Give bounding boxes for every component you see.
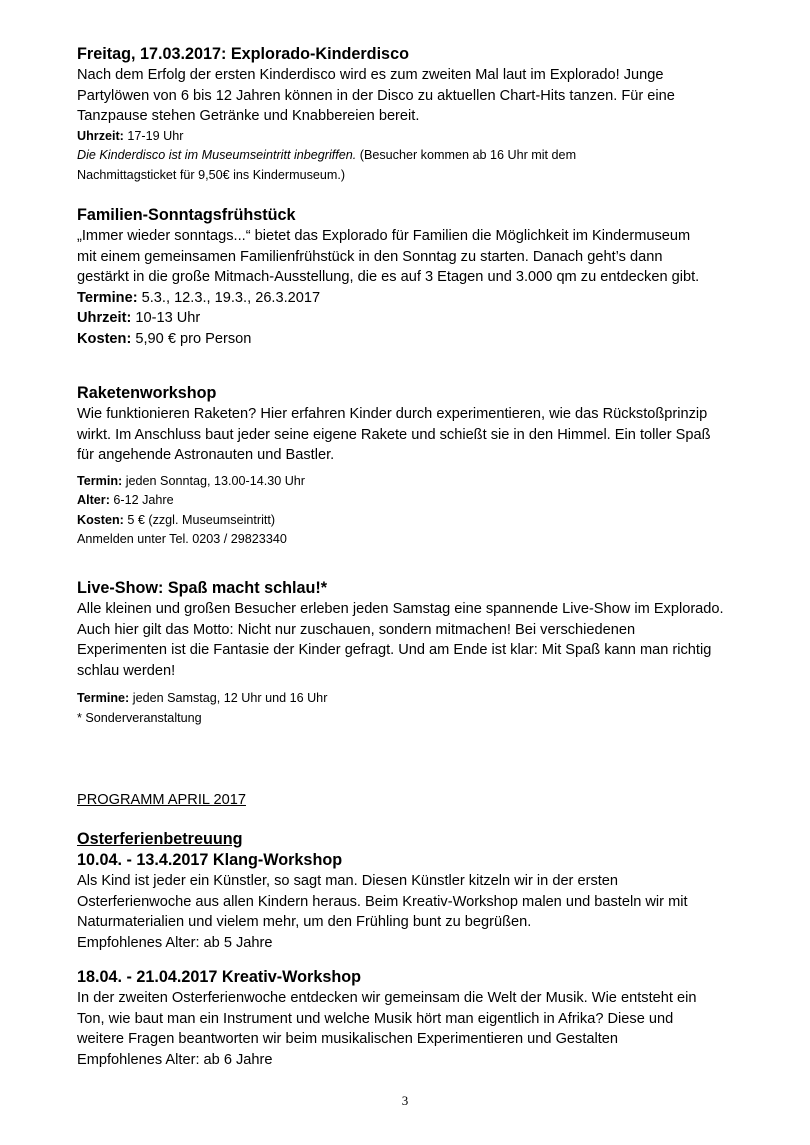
event-note (77, 146, 777, 165)
event-signup: Anmelden unter Tel. 0203 / 29823340 (77, 532, 287, 546)
cost-label: Kosten: (77, 512, 124, 527)
event-description-line: Alle kleinen und großen Besucher erleben jeden Samstag eine spannende Live-Show im Explorado. (77, 601, 724, 617)
event-description-line: Tanzpause stehen Getränke und Knabbereien bereit. (77, 108, 420, 125)
event-title: 18.04. - 21.04.2017 Kreativ-Workshop (77, 968, 362, 986)
event-title: Live-Show: Spaß macht schlau!* (77, 579, 328, 597)
event-cost (77, 329, 777, 350)
event-title: Familien-Sonntagsfrühstück (77, 206, 296, 224)
time-label: Uhrzeit: (77, 310, 132, 327)
event-description-line: weitere Fragen beantworten wir beim musikalischen Experimentieren und Gestalten (77, 1031, 619, 1048)
event-age: Empfohlenes Alter: ab 5 Jahre (77, 934, 273, 951)
event-description-line: mit einem gemeinsamen Familienfrühstück in den Sonntag zu starten. Danach geht’s dann (77, 248, 663, 265)
event-live-show (77, 578, 777, 728)
event-description-line: Ton, wie baut man ein Instrument und welche Musik hört man eigentlich in Afrika? Diese und (77, 1010, 674, 1027)
time-value: 17-19 Uhr (123, 128, 184, 143)
event-time (77, 127, 777, 146)
event-description-line: wirkt. Im Anschluss baut jeder seine eigene Rakete und schießt sie in den Himmel. Ein toller Spaß (77, 426, 711, 443)
event-description-line: gestärkt in die große Mitmach-Ausstellung, die es auf 3 Etagen und 3.000 qm zu entdecken gibt. (77, 269, 700, 286)
event-description-line: Osterferienwoche aus allen Kindern heraus. Beim Kreativ-Workshop malen und basteln wir mit (77, 893, 688, 910)
event-description-line: Naturmaterialien und vielem mehr, um den Frühling bunt zu begrüßen. (77, 914, 532, 931)
section-april-program (77, 790, 777, 811)
event-description-line: Wie funktionieren Raketen? Hier erfahren Kinder durch experimentieren, wie das Rückstoßprinzip (77, 406, 708, 422)
dates-value: 5.3., 12.3., 19.3., 26.3.2017 (137, 289, 321, 306)
event-description-line: Experimenten ist die Fantasie der Kinder gefragt. Und am Ende ist klar: Mit Spaß kann man richtig (77, 642, 712, 659)
event-description-line: Nach dem Erfolg der ersten Kinderdisco wird es zum zweiten Mal laut im Explorado! Junge (77, 67, 664, 83)
age-value: 6-12 Jahre (109, 493, 174, 508)
dates-value: jeden Samstag, 12 Uhr und 16 Uhr (129, 691, 328, 706)
time-value: 10-13 Uhr (131, 310, 201, 327)
event-age: Empfohlenes Alter: ab 6 Jahre (77, 1051, 273, 1068)
dates-label: Termine: (77, 289, 138, 306)
event-cost (77, 511, 777, 530)
note-italic: Die Kinderdisco ist im Museumseintritt inbegriffen. (77, 148, 357, 163)
event-description-line: für angehende Astronauten und Bastler. (77, 447, 335, 464)
event-dates (77, 288, 777, 309)
event-description-line: Auch hier gilt das Motto: Nicht nur zuschauen, sondern mitmachen! Bei verschiedenen (77, 621, 636, 638)
event-time (77, 308, 777, 329)
cost-value: 5 € (zzgl. Museumseintritt) (123, 512, 276, 527)
event-description-line: Partylöwen von 6 bis 12 Jahren können in der Disco zu aktuellen Chart-Hits tanzen. Für eine (77, 87, 675, 104)
event-kinderdisco (77, 44, 777, 185)
section-heading: PROGRAMM APRIL 2017 (77, 792, 246, 808)
event-kreativ-workshop (77, 967, 777, 1070)
date-value: jeden Sonntag, 13.00-14.30 Uhr (122, 473, 305, 488)
event-description-line: Als Kind ist jeder ein Künstler, so sagt man. Diesen Künstler kitzeln wir in der ersten (77, 873, 619, 889)
event-title: Raketenworkshop (77, 384, 217, 402)
dates-label: Termine: (77, 691, 130, 706)
subsection-easter-care (77, 829, 777, 953)
event-description-line: „Immer wieder sonntags...“ bietet das Explorado für Familien die Möglichkeit im Kindermuseum (77, 228, 691, 244)
event-description-line: schlau werden! (77, 662, 176, 679)
page-number: 3 (401, 1093, 409, 1108)
cost-label: Kosten: (77, 330, 132, 347)
event-date (77, 472, 777, 491)
event-dates (77, 689, 777, 708)
time-label: Uhrzeit: (77, 128, 124, 143)
cost-value: 5,90 € pro Person (131, 330, 252, 347)
event-family-brunch (77, 205, 777, 350)
footnote: * Sonderveranstaltung (77, 710, 202, 725)
subsection-title: Osterferienbetreuung (77, 830, 243, 848)
age-label: Alter: (77, 493, 110, 508)
event-note-line: Nachmittagsticket für 9,50€ ins Kindermuseum.) (77, 167, 346, 182)
note-rest: (Besucher kommen ab 16 Uhr mit dem (356, 148, 577, 163)
event-title: 10.04. - 13.4.2017 Klang-Workshop (77, 851, 343, 869)
event-rocket-workshop (77, 383, 777, 549)
event-title: Freitag, 17.03.2017: Explorado-Kinderdisco (77, 45, 409, 63)
event-description-line: In der zweiten Osterferienwoche entdecken wir gemeinsam die Welt der Musik. Wie entsteht ein (77, 990, 697, 1006)
date-label: Termin: (77, 473, 123, 488)
event-age (77, 491, 777, 510)
